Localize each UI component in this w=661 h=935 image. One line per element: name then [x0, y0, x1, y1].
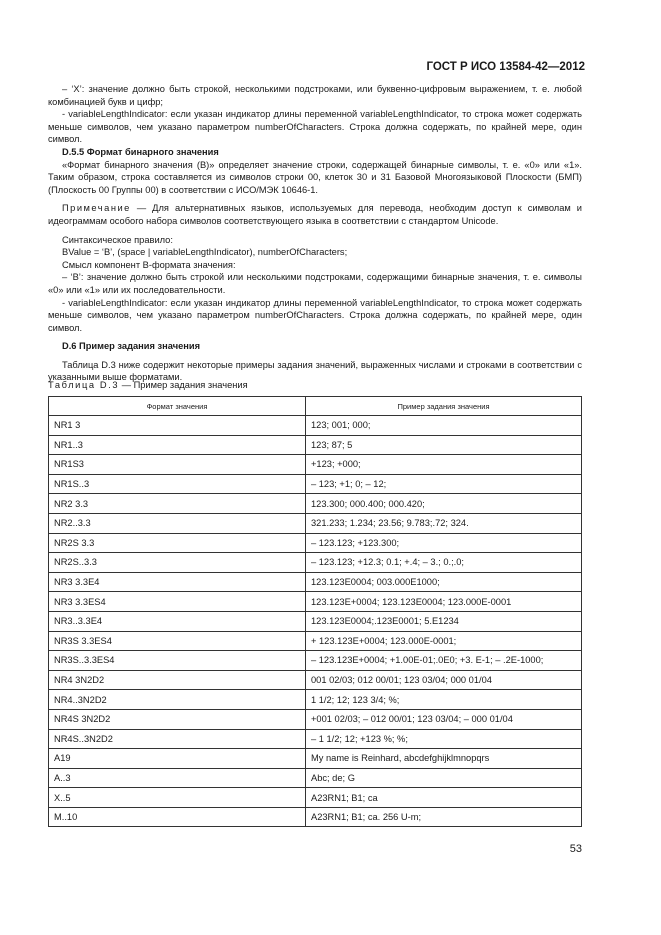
note-text: — Для альтернативных языков, используемых для перевода, необходим доступ к символам и идеограммам особого набора символов соответствующего языка в соответствии с стандартом Unicode. [48, 203, 582, 226]
format-cell: NR3..3.3E4 [49, 611, 306, 631]
paragraph: – ‘B’: значение должно быть строкой или несколькими подстроками, содержащими бинарные значения, т. е. символы «0» или «1» или их последовательности. [48, 272, 582, 295]
example-cell: 321.233; 1.234; 23.56; 9.783;.72; 324. [306, 513, 582, 533]
example-cell: 123; 001; 000; [306, 416, 582, 436]
paragraph: - variableLengthIndicator: если указан индикатор длины переменной variableLengthIndicator, то строка может содержать меньше символов, чем указано параметром numberOfCharacters. Строка должна содержать, по крайней мере, один символ. [48, 297, 582, 333]
format-cell: NR3S..3.3ES4 [49, 651, 306, 671]
column-header: Пример задания значения [306, 397, 582, 416]
paragraph: – ‘X’: значение должно быть строкой, несколькими подстроками, или буквенно-цифровым выражением, т. е. любой комбинацией букв и цифр; [48, 84, 582, 107]
table-row [49, 533, 582, 553]
column-header: Формат значения [49, 397, 306, 416]
table-caption [48, 380, 248, 390]
document-header: ГОСТ Р ИСО 13584-42—2012 [426, 61, 585, 73]
section-heading: D.6 Пример задания значения [62, 341, 201, 352]
table-row [49, 749, 582, 769]
example-cell: 123.123E0004;.123E0001; 5.E1234 [306, 611, 582, 631]
example-cell: – 123.123E+0004; +1.00E-01;.0E0; +3. E-1; – .2E-1000; [306, 651, 582, 671]
format-cell: NR2 3.3 [49, 494, 306, 514]
table-row [49, 494, 582, 514]
page-number: 53 [569, 843, 582, 855]
example-cell: Abc; de; G [306, 768, 582, 788]
table-row [49, 709, 582, 729]
format-cell: X..5 [49, 788, 306, 808]
table-row [49, 553, 582, 573]
example-cell: 123.300; 000.400; 000.420; [306, 494, 582, 514]
example-cell: – 1 1/2; 12; +123 %; %; [306, 729, 582, 749]
table-row [49, 572, 582, 592]
example-cell: 001 02/03; 012 00/01; 123 03/04; 000 01/04 [306, 670, 582, 690]
example-cell: – 123.123; +123.300; [306, 533, 582, 553]
table-caption-text: — Пример задания значения [119, 380, 248, 390]
format-cell: NR1 3 [49, 416, 306, 436]
example-cell: 123.123E0004; 003.000E1000; [306, 572, 582, 592]
table-row [49, 435, 582, 455]
format-cell: NR1S3 [49, 455, 306, 475]
table-row [49, 416, 582, 436]
format-cell: NR1S..3 [49, 474, 306, 494]
table-row [49, 670, 582, 690]
format-cell: NR3 3.3E4 [49, 572, 306, 592]
example-cell: 1 1/2; 12; 123 3/4; %; [306, 690, 582, 710]
example-cell: A23RN1; B1; ca. 256 U-m; [306, 807, 582, 827]
table-row [49, 729, 582, 749]
table-row [49, 651, 582, 671]
table-row [49, 690, 582, 710]
format-cell: NR3S 3.3ES4 [49, 631, 306, 651]
example-cell: +123; +000; [306, 455, 582, 475]
paragraph: Смысл компонент B-формата значения: [62, 259, 236, 270]
example-cell: + 123.123E+0004; 123.000E-0001; [306, 631, 582, 651]
note-label: Примечание [62, 203, 131, 214]
body-text [48, 83, 582, 384]
example-cell: My name is Reinhard, abcdefghijklmnopqrs [306, 749, 582, 769]
paragraph: Таблица D.3 ниже содержит некоторые примеры задания значений, выраженных числами и строками в соответствии с указанными выше форматами. [48, 359, 582, 383]
table-row [49, 611, 582, 631]
example-cell: 123.123E+0004; 123.123E0004; 123.000E-0001 [306, 592, 582, 612]
format-cell: NR2S..3.3 [49, 553, 306, 573]
example-cell: 123; 87; 5 [306, 435, 582, 455]
format-cell: NR2..3.3 [49, 513, 306, 533]
table-row [49, 768, 582, 788]
table-row [49, 631, 582, 651]
paragraph: BValue = ‘B’, (space | variableLengthIndicator), numberOfCharacters; [62, 247, 348, 258]
format-cell: NR4S..3N2D2 [49, 729, 306, 749]
table-row [49, 807, 582, 827]
table-row [49, 788, 582, 808]
table-row [49, 592, 582, 612]
table-row [49, 455, 582, 475]
format-cell: M..10 [49, 807, 306, 827]
paragraph: - variableLengthIndicator: если указан индикатор длины переменной variableLengthIndicator, то строка может содержать меньше символов, чем указано параметром numberOfCharacters. Строка должна содержать, по крайней мере, один символ. [48, 109, 582, 145]
format-cell: NR3 3.3ES4 [49, 592, 306, 612]
paragraph: «Формат бинарного значения (B)» определяет значение строки, содержащей бинарные символы, т. е. «0» или «1». Таким образом, строка составляется из символов строки 00, клеток 30 и 31 Базовой Многоязыковой Плоскости (БМП) (Плоскость 00 Группы 00) в соответствии с ИСО/МЭК 10646-1. [48, 159, 582, 195]
table-caption-label: Таблица D.3 [48, 380, 120, 390]
format-cell: NR2S 3.3 [49, 533, 306, 553]
section-heading: D.5.5 Формат бинарного значения [62, 146, 219, 157]
format-cell: A..3 [49, 768, 306, 788]
example-cell: – 123; +1; 0; – 12; [306, 474, 582, 494]
format-cell: NR4S 3N2D2 [49, 709, 306, 729]
example-cell: +001 02/03; – 012 00/01; 123 03/04; – 000 01/04 [306, 709, 582, 729]
table-row [49, 474, 582, 494]
format-cell: NR1..3 [49, 435, 306, 455]
example-cell: – 123.123; +12.3; 0.1; +.4; – 3.; 0.;.0; [306, 553, 582, 573]
example-cell: A23RN1; B1; ca [306, 788, 582, 808]
paragraph: Синтаксическое правило: [62, 234, 173, 245]
table-header-row [49, 397, 582, 416]
format-cell: NR4 3N2D2 [49, 670, 306, 690]
values-table [48, 396, 582, 827]
note-paragraph [48, 202, 582, 227]
format-cell: NR4..3N2D2 [49, 690, 306, 710]
format-cell: A19 [49, 749, 306, 769]
table-row [49, 513, 582, 533]
